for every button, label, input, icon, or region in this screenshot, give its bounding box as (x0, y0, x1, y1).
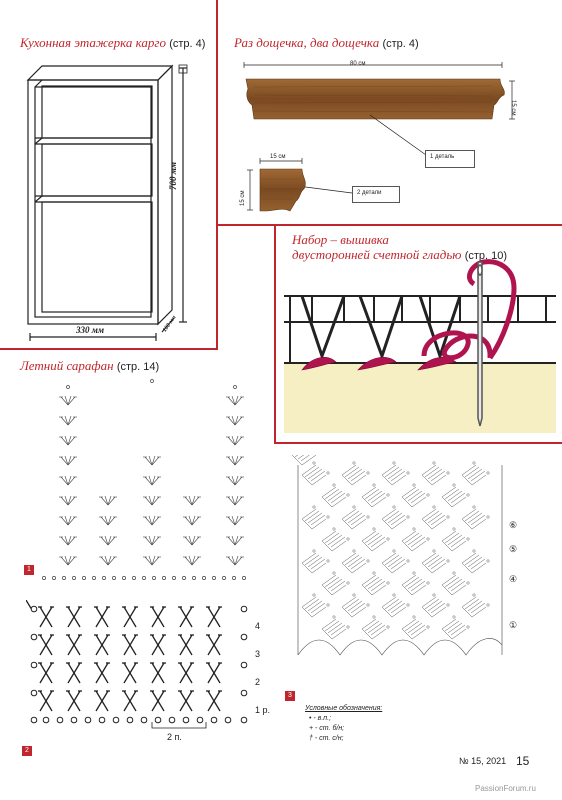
watermark: PassionForum.ru (475, 784, 536, 793)
small-board-dim-height: 15 см (240, 190, 246, 206)
crochet-diagram-1 (30, 375, 260, 585)
boards-title-text: Раз дощечка, два дощечка (234, 35, 380, 50)
board-dim-length: 80 см (350, 61, 366, 67)
divider-bottom-embroidery (274, 442, 562, 444)
divider-vertical-top (216, 0, 218, 350)
sundress-title (20, 358, 159, 374)
sundress-ref: (стр. 14) (116, 361, 160, 373)
mark-1: ① (509, 620, 518, 630)
row-label-4: 4 (255, 621, 261, 631)
repeat-bracket (150, 722, 210, 732)
diagram2-row-labels (255, 612, 270, 724)
row-label-3: 3 (255, 649, 261, 659)
crochet-diagram-2 (26, 600, 256, 725)
legend-sc: + - ст. б/н; (309, 725, 345, 732)
diagram3-legend (305, 704, 382, 744)
row-label-2: 2 (255, 677, 261, 687)
shelf-dim-width: 330 мм (76, 325, 105, 335)
legend-dc: † - ст. с/н; (309, 735, 344, 742)
divider-vertical-embroidery (274, 224, 276, 444)
boards-ref: (стр. 4) (382, 38, 419, 50)
mark-6: ⑥ (509, 520, 518, 530)
mark-4: ④ (509, 574, 518, 584)
divider-horizontal-left (0, 348, 218, 350)
mark-5: ⑤ (509, 544, 518, 554)
shelf-title (20, 35, 205, 51)
callout-two-pieces: 2 детали (352, 186, 400, 203)
issue-number: № 15, 2021 (459, 756, 507, 766)
diagram2-repeat: 2 п. (167, 732, 182, 742)
crochet-diagram-3 (292, 455, 507, 680)
sundress-title-text: Летний сарафан (20, 358, 114, 373)
board-dim-height: 15 см (510, 100, 516, 116)
shelf-dim-depth: 100 мм (162, 314, 178, 334)
shelf-title-text: Кухонная этажерка карго (20, 35, 166, 50)
diagram3-badge: 3 (285, 691, 295, 701)
embroidery-ref: (стр. 10) (464, 250, 508, 262)
divider-horizontal-top (216, 224, 562, 226)
embroidery-title-line1: Набор – вышивка (292, 232, 389, 247)
legend-title: Условные обозначения: (305, 705, 383, 712)
diagram1-badge: 1 (24, 565, 34, 575)
embroidery-title-line2: двусторонней счетной гладью (292, 247, 462, 262)
callout-one-piece: 1 деталь (425, 150, 475, 168)
embroidery-drawing (284, 258, 556, 433)
shelf-dim-height: 700 мм (168, 161, 178, 190)
shelf-ref: (стр. 4) (169, 38, 206, 50)
small-board-dim-width: 15 см (270, 154, 286, 160)
diagram2-badge: 2 (22, 746, 32, 756)
row-label-1: 1 р. (255, 705, 271, 715)
boards-title (234, 35, 419, 51)
shelf-drawing (18, 60, 203, 345)
legend-chain: • - в.п.; (309, 715, 332, 722)
page-number: 15 (516, 754, 530, 768)
